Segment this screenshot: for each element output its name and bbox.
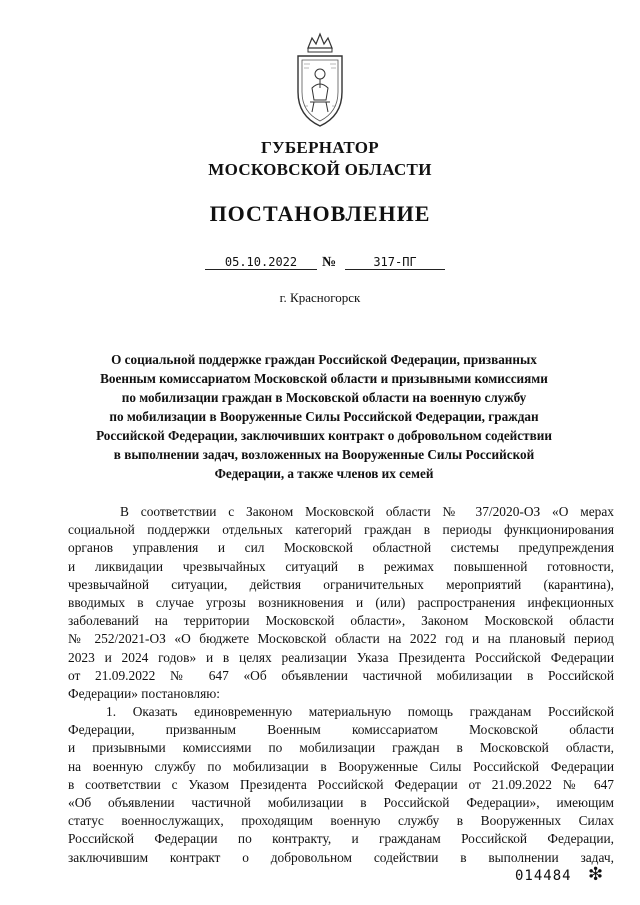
- body-line: № 252/2021-ОЗ «О бюджете Московской области на 2022 год и на плановый период: [68, 631, 614, 647]
- body-line: В соответствии с Законом Московской области № 37/2020-ОЗ «О мерах: [120, 504, 614, 519]
- subject-line: Федерации, а также членов их семей: [214, 466, 434, 481]
- document-subject: [74, 350, 574, 483]
- body-line: в соответствии с Указом Президента Российской Федерации от 21.09.2022 № 647: [68, 776, 614, 792]
- body-line: вводимых в случае угрозы возникновения и (или) распространения инфекционных: [68, 594, 614, 610]
- subject-line: по мобилизации в Вооруженные Силы Российской Федерации, граждан: [109, 409, 539, 424]
- city-line: г. Красногорск: [279, 290, 361, 305]
- body-line: «Об объявлении частичной мобилизации в Российской Федерации», имеющим: [68, 795, 614, 810]
- governor-title-line1: ГУБЕРНАТОР: [261, 138, 379, 157]
- body-line: заболеваний на территории Московской области», Законом Московской области: [68, 613, 614, 629]
- body-line: 1. Оказать единовременную материальную помощь гражданам Российской: [106, 704, 614, 720]
- body-line: органов управления и сил Московской областной системы предупреждения: [68, 540, 614, 556]
- body-line: заключившим контракт о добровольном содействии в выполнении задач,: [68, 849, 614, 865]
- governor-title-line2: МОСКОВСКОЙ ОБЛАСТИ: [208, 160, 432, 179]
- document-type: ПОСТАНОВЛЕНИЕ: [209, 201, 431, 226]
- subject-line: Российской Федерации, заключивших контракт о добровольном содействии: [96, 428, 552, 443]
- body-line: Российской Федерации по контракту, и гражданам Российской Федерации,: [68, 831, 614, 847]
- footer-mark-icon: ❇: [588, 864, 604, 885]
- date-number-line: [0, 255, 640, 277]
- body-line: статус военнослужащих, проходящим военную службу в Вооруженных Силах: [68, 813, 614, 829]
- body-line: 2023 и 2024 годов» и в целях реализации Указа Президента Российской Федерации: [68, 649, 614, 665]
- body-line: на военную службу по мобилизации в Вооруженные Силы Российской Федерации: [68, 758, 614, 774]
- subject-line: О социальной поддержке граждан Российской Федерации, призванных: [111, 352, 537, 367]
- body-line: и ликвидации чрезвычайных ситуаций в режимах повышенной готовности,: [68, 558, 614, 574]
- document-body: [68, 503, 614, 867]
- document-number: 317-ПГ: [345, 255, 445, 270]
- body-line: социальной поддержки отдельных категорий граждан в периоды функционирования: [68, 522, 614, 538]
- coat-of-arms-icon: [290, 30, 350, 130]
- body-line: от 21.09.2022 № 647 «Об объявлении частичной мобилизации в Российской: [68, 667, 614, 683]
- body-line: чрезвычайной ситуации, действия ограничительных мероприятий (карантина),: [68, 576, 614, 592]
- subject-line: по мобилизации граждан в Московской области на военную службу: [121, 390, 527, 405]
- number-sign: №: [322, 255, 337, 270]
- body-line: и призывными комиссиями по мобилизации граждан в Московской области,: [68, 740, 614, 756]
- serial-number: 014484: [515, 868, 572, 884]
- subject-line: Военным комиссариатом Московской области и призывными комиссиями: [100, 371, 548, 386]
- subject-line: в выполнении задач, возложенных на Вооруженные Силы Российской: [113, 447, 535, 462]
- body-line: Федерации» постановляю:: [68, 685, 220, 701]
- body-line: Федерации, призванным Военным комиссариатом Московской области: [68, 722, 614, 738]
- document-date: 05.10.2022: [205, 255, 317, 270]
